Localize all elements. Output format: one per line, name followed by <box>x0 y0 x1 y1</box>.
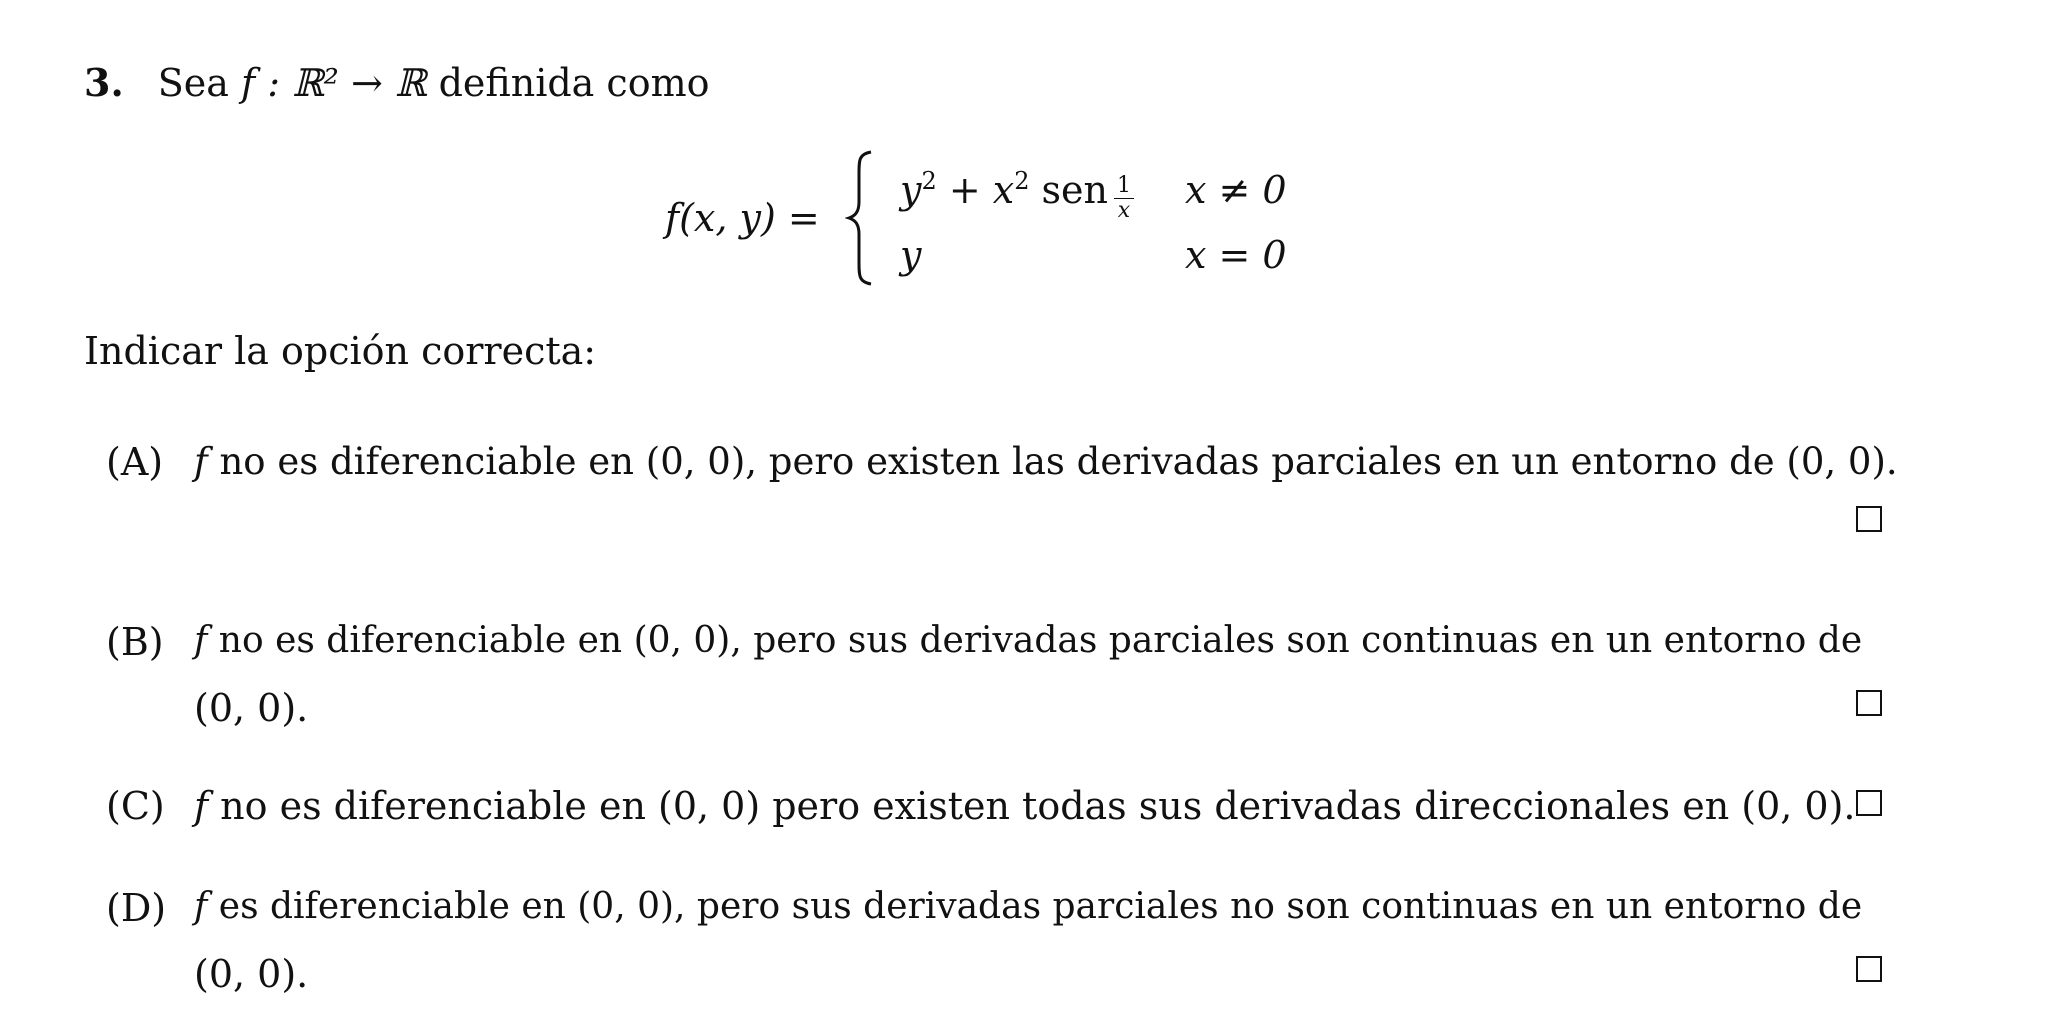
option-d-text-line2: (0, 0). <box>194 952 309 996</box>
option-b-text-line1: f no es diferenciable en (0, 0), pero sus derivadas parciales son continuas en un entorno de <box>194 620 1863 661</box>
option-b-label: (B) <box>106 620 164 664</box>
function-signature: f : ℝ² → ℝ <box>241 61 427 105</box>
option-d-checkbox[interactable] <box>1856 956 1882 982</box>
option-b-checkbox[interactable] <box>1856 690 1882 716</box>
option-c-label: (C) <box>106 784 165 828</box>
problem-header <box>84 60 710 105</box>
option-a-checkbox[interactable] <box>1856 506 1882 532</box>
option-a-label: (A) <box>106 440 164 484</box>
statement-prefix: Sea <box>157 61 229 105</box>
left-brace-icon <box>845 148 875 288</box>
option-a-text: f no es diferenciable en (0, 0), pero existen las derivadas parciales en un entorno de (0, 0). <box>194 440 1898 483</box>
case2-expression: y <box>900 233 922 277</box>
case2-condition: x = 0 <box>1185 233 1287 277</box>
formula-lhs: f(x, y) = <box>665 196 820 240</box>
fraction-one-over-x: $\frac{1}{x}$ <box>1114 174 1134 223</box>
option-d-label: (D) <box>106 886 167 930</box>
instruction-text: Indicar la opción correcta: <box>84 329 597 373</box>
problem-number: 3. <box>84 60 124 105</box>
option-b-text-line2: (0, 0). <box>194 686 309 730</box>
case1-condition: x ≠ 0 <box>1185 168 1287 212</box>
statement-suffix: definida como <box>438 61 710 105</box>
option-c-checkbox[interactable] <box>1856 790 1882 816</box>
option-d-text-line1: f es diferenciable en (0, 0), pero sus derivadas parciales no son continuas en un entorno de <box>194 886 1863 927</box>
case1-expression: $y^2 + x^2$ sen $\frac{1}{x}$ <box>900 168 1134 223</box>
option-c-text: f no es diferenciable en (0, 0) pero existen todas sus derivadas direccionales en (0, 0). <box>194 784 1856 828</box>
